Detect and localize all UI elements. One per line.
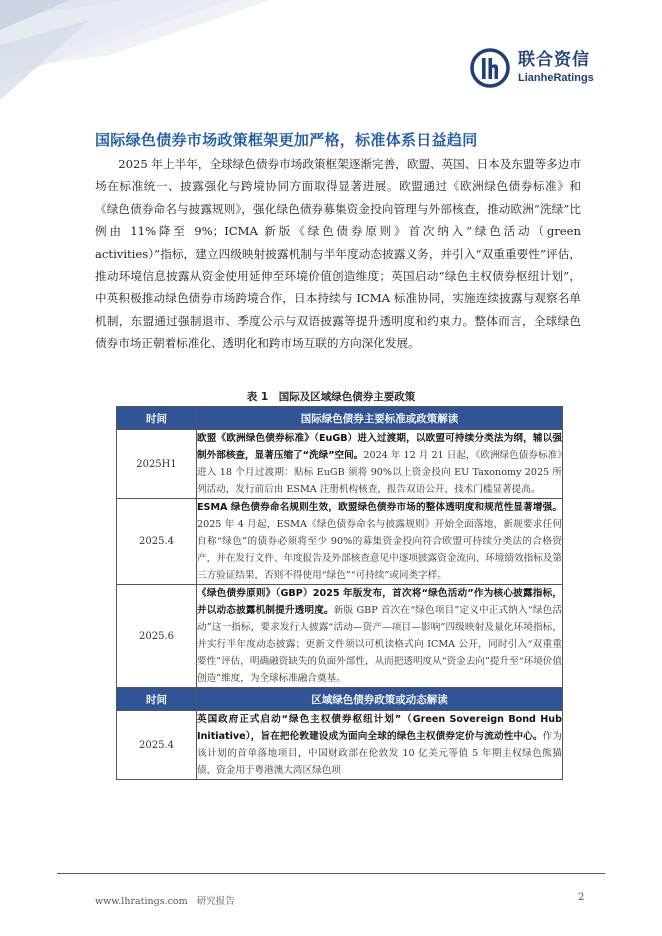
section-title: 国际绿色债券市场政策框架更加严格，标准体系日益趋同 xyxy=(95,131,478,149)
row-detail: 新版 GBP 首次在“绿色项目”定义中正式纳入“绿色活动”这一指标，要求发行人披露“活动—资产—项目—影响”四级映射及量化环境指标，并实行半年度动态披露；更新文件须以可机读格式向 ICMA 公开，同时引入“双重重要性”评估，明确融资缺失的负面外部性，从而把透明度从“资金去向”提升至“环境价值创造”维度，为全球标准融合奠基。 xyxy=(197,605,563,684)
row-description xyxy=(197,499,563,585)
row-highlight: 英国政府正式启动“绿色主权债券枢纽计划”（Green Sovereign Bond Hub Initiative），旨在把伦敦建设成为面向全球的绿色主权债券定价与流动性中心。 xyxy=(197,714,562,742)
lianhe-logo-icon xyxy=(470,48,510,88)
subheader-period: 时间 xyxy=(117,688,197,711)
row-detail: 2024 年 12 月 21 日起，《欧洲绿色债券标准》进入 18 个月过渡期：贴标 EuGB 须将 90%以上资金投向 EU Taxonomy 2025 所列活动，发行前后由 ESMA 注册机构核查，报告双语公开，技术门槛显著提高。 xyxy=(197,450,562,495)
table-row xyxy=(117,711,563,780)
row-highlight: 欧盟《欧洲绿色债券标准》（EuGB）进入过渡期，以欧盟可持续分类法为纲，辅以强制外部核查，显著压缩了“洗绿”空间。 xyxy=(197,433,562,461)
footer-label: 研究报告 xyxy=(196,896,235,907)
policy-table xyxy=(116,406,563,780)
row-period: 2025.4 xyxy=(117,499,197,585)
table-header-row xyxy=(117,407,563,430)
brand-logo xyxy=(470,46,620,90)
row-description xyxy=(197,430,563,499)
footer-info xyxy=(95,893,235,907)
row-description xyxy=(197,585,563,688)
row-highlight: 《绿色债券原则》（GBP）2025 年版发布，首次将“绿色活动”作为核心披露指标，并以动态披露机制提升透明度。 xyxy=(197,588,562,616)
table-row xyxy=(117,585,563,688)
row-detail: 2025 年 4 月起，ESMA《绿色债券命名与披露规则》开始全面落地，新规要求任何自称“绿色”的债券必须将至少 90%的募集资金投向符合欧盟可持续分类法的合格资产，并在发行文件、年度报告及外部核查意见中逐项披露资金流向、环境绩效指标及第三方验证结果，否则不得使用“绿色”“可持续”或同类字样。 xyxy=(197,519,562,581)
header-period: 时间 xyxy=(117,407,197,430)
row-period: 2025.4 xyxy=(117,711,197,780)
body-paragraph: 2025 年上半年，全球绿色债券市场政策框架逐渐完善，欧盟、英国、日本及东盟等多边市场在标准统一、披露强化与跨境协同方面取得显著进展。欧盟通过《欧洲绿色债券标准》和《绿色债券命名与披露规则》，强化绿色债券募集资金投向管理与外部核查，推动欧洲“洗绿”比例由 11%降至 9%；ICMA 新版《绿色债券原则》首次纳入“绿色活动（green activities）”指标，建立四级映射披露机制与半年度动态披露义务，并引入“双重重要性”评估，推动环境信息披露从资金使用延伸至环境价值创造维度；英国启动“绿色主权债券枢纽计划”，中英积极推动绿色债券市场跨境合作，日本持续与 ICMA 标准协同，实施连续披露与观察名单机制，东盟通过强制退市、季度公示与双语披露等提升透明度和约束力。整体而言，全球绿色债券市场正朝着标准化、透明化和跨市场互联的方向深化发展。 xyxy=(95,157,581,351)
row-description xyxy=(197,711,563,780)
table-row xyxy=(117,430,563,499)
footer-site-link[interactable]: www.lhratings.com xyxy=(95,896,188,907)
table-subheader-row xyxy=(117,688,563,711)
row-highlight: ESMA 绿色债券命名规则生效，欧盟绿色债券市场的整体透明度和规范性显著增强。 xyxy=(197,502,562,513)
row-period: 2025.6 xyxy=(117,585,197,688)
row-period: 2025H1 xyxy=(117,430,197,499)
footer-divider xyxy=(57,873,605,874)
brand-name-cn: 联合资信 xyxy=(518,50,590,70)
page-number: 2 xyxy=(578,892,585,903)
subheader-description: 区域绿色债券政策或动态解读 xyxy=(197,688,563,711)
table-caption: 表 1 国际及区域绿色债券主要政策 xyxy=(246,391,416,403)
table-row xyxy=(117,499,563,585)
header-description: 国际绿色债券主要标准或政策解读 xyxy=(197,407,563,430)
corner-decoration xyxy=(0,0,270,110)
brand-name-en: LianheRatings xyxy=(518,72,594,84)
row-detail: 作为该计划的首单落地项目，中国财政部在伦敦发 10 亿美元等值 5 年期主权绿色熊猫债，资金用于粤港澳大湾区绿色项 xyxy=(197,731,562,776)
